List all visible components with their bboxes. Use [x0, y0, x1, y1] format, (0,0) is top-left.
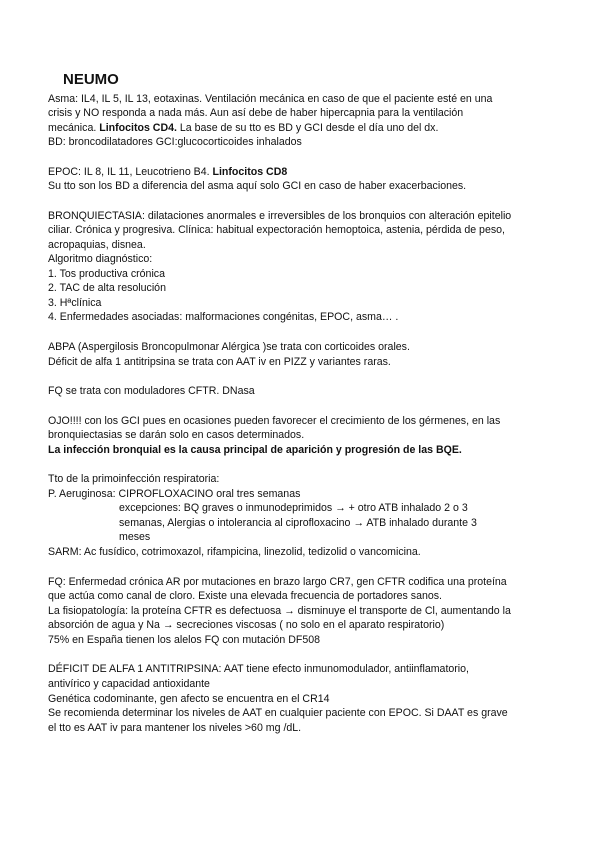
diagnostic-item: 4. Enfermedades asociadas: malformaciones congénitas, EPOC, asma… .: [48, 311, 399, 323]
fq-line-4: absorción de agua y Na → secreciones viscosas ( no solo en el aparato respiratorio): [48, 619, 445, 631]
bronquiectasia-line-2: ciliar. Crónica y progresiva. Clínica: habitual expectoración hemoptoica, astenia, pérdida de peso,: [48, 224, 505, 236]
fq-short-line: FQ se trata con moduladores CFTR. DNasa: [48, 385, 255, 397]
diagnostic-item: 2. TAC de alta resolución: [48, 282, 166, 294]
deficit-line-1: DÉFICIT DE ALFA 1 ANTITRIPSINA: AAT tiene efecto inmunomodulador, antiinflamatorio,: [48, 663, 470, 675]
asma-line-3: [48, 121, 438, 135]
deficit-line-5: el tto es AAT iv para mantener los niveles >60 mg /dL.: [48, 722, 302, 734]
deficit-line-3: Genética codominante, gen afecto se encuentra en el CR14: [48, 693, 330, 705]
epoc-line-1-text: EPOC: IL 8, IL 11, Leucotrieno B4.: [48, 166, 213, 178]
asma-line-2: crisis y NO responda a nada más. Aun así debe de haber hipercapnia para la ventilación: [48, 107, 464, 119]
ojo-line-1: OJO!!!! con los GCI pues en ocasiones pueden favorecer el crecimiento de los gérmenes, en las: [48, 415, 501, 427]
fq-line-5: 75% en España tienen los alelos FQ con mutación DF508: [48, 634, 321, 646]
ojo-line-2: bronquiectasias se darán solo en casos determinados.: [48, 429, 305, 441]
page-title: NEUMO: [63, 71, 119, 88]
tto-line-5: meses: [119, 531, 151, 543]
asma-line-3-text: mecánica.: [48, 122, 100, 134]
deficit-line-4: Se recomienda determinar los niveles de AAT en cualquier paciente con EPOC. Si DAAT es grave: [48, 707, 508, 719]
epoc-cd8-bold: Linfocitos CD8: [212, 166, 288, 178]
asma-cd4-bold: Linfocitos CD4.: [99, 122, 177, 134]
diagnostic-item: 3. Hªclínica: [48, 297, 102, 309]
tto-line-1: Tto de la primoinfección respiratoria:: [48, 473, 220, 485]
ojo-line-3-bold: La infección bronquial es la causa principal de aparición y progresión de las BQE.: [48, 444, 462, 456]
tto-line-6: SARM: Ac fusídico, cotrimoxazol, rifampicina, linezolid, tedizolid o vancomicina.: [48, 546, 421, 558]
tto-line-4: semanas, Alergias o intolerancia al ciprofloxacino → ATB inhalado durante 3: [119, 517, 477, 529]
bronquiectasia-line-1: BRONQUIECTASIA: dilataciones anormales e irreversibles de los bronquios con alteración epitelio: [48, 210, 512, 222]
fq-line-2: que actúa como canal de cloro. Existe una elevada frecuencia de portadores sanos.: [48, 590, 442, 602]
tto-line-2: P. Aeruginosa: CIPROFLOXACINO oral tres semanas: [48, 488, 301, 500]
fq-line-3: La fisiopatología: la proteína CFTR es defectuosa → disminuye el transporte de Cl, aumentando la: [48, 605, 511, 617]
asma-line-4: BD: broncodilatadores GCI:glucocorticoides inhalados: [48, 136, 302, 148]
tto-line-3: excepciones: BQ graves o inmunodeprimidos → + otro ATB inhalado 2 o 3: [119, 502, 468, 514]
abpa-line-1: ABPA (Aspergilosis Broncopulmonar Alérgica )se trata con corticoides orales.: [48, 341, 410, 353]
fq-line-1: FQ: Enfermedad crónica AR por mutaciones en brazo largo CR7, gen CFTR codifica una proteína: [48, 576, 507, 588]
deficit-line-2: antivírico y capacidad antioxidante: [48, 678, 210, 690]
bronquiectasia-line-3: acropaquias, disnea.: [48, 239, 146, 251]
asma-line-3-rest: La base de su tto es BD y GCI desde el día uno del dx.: [176, 122, 439, 134]
asma-line-1: Asma: IL4, IL 5, IL 13, eotaxinas. Ventilación mecánica en caso de que el paciente esté en una: [48, 93, 493, 105]
epoc-line-2: Su tto son los BD a diferencia del asma aquí solo GCI en caso de haber exacerbaciones.: [48, 180, 467, 192]
bronquiectasia-line-4: Algoritmo diagnóstico:: [48, 253, 153, 265]
diagnostic-item: 1. Tos productiva crónica: [48, 268, 165, 280]
epoc-line-1: [48, 165, 287, 179]
abpa-line-2: Déficit de alfa 1 antitripsina se trata con AAT iv en PIZZ y variantes raras.: [48, 356, 391, 368]
